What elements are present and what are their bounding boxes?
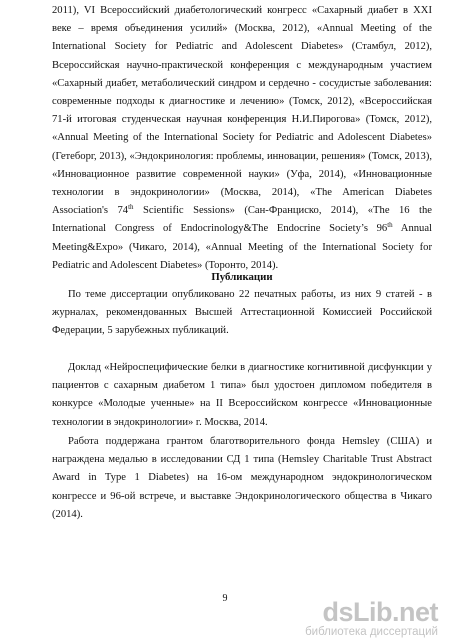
watermark-logo-main: dsLib <box>322 597 392 627</box>
watermark-logo <box>305 599 438 626</box>
intro-text-b: Scientific Sessions» (Сан-Франциско, 2014), «The 16 the International Congress of Endocrinology&The Endocrine Society’s 96 <box>52 205 432 235</box>
superscript-th-1: th <box>128 203 134 212</box>
publications-paragraph: По теме диссертации опубликовано 22 печатных работы, из них 9 статей - в журналах, рекомендованных Высшей Аттестационной Комиссией Российской Федерации, 5 зарубежных публикаций. <box>52 289 432 337</box>
watermark-logo-tld: net <box>399 597 438 627</box>
intro-paragraph <box>52 2 432 275</box>
watermark-subtitle: библиотека диссертаций <box>305 626 438 638</box>
intro-text-c: Annual Meeting&Expo» (Чикаго, 2014), «Annual Meeting of the International Society for Pediatric and Adolescent Diabetes» (Торонто, 2014). <box>52 223 432 271</box>
intro-text-a: 2011), VI Всероссийский диабетологический конгресс «Сахарный диабет в XXI веке – время объединения усилий» (Москва, 2012), «Annual Meeting of the International Society for Pediatric and Adolescent Diabetes» (Стамбул, 2012), Всероссийская научно-практической конференция с международным участием «Сахарный диабет, метаболический синдром и сердечно - сосудистые заболевания: современные подходы к диагностике и лечению» (Томск, 2012), «Всероссийская 71-й итоговая студенческая научная конференция Н.И.Пирогова» (Томск, 2012), «Annual Meeting of the International Society for Pediatric and Adolescent Diabetes» (Гетеборг, 2013), «Эндокринология: проблемы, инновации, решения» (Томск, 2013), «Инновационное развитие современной науки» (Уфа, 2014), «Инновационные технологии в эндокринологии» (Москва, 2014), «The American Diabetes Association's 74 <box>52 5 432 217</box>
watermark-logo-dot: . <box>391 597 399 627</box>
section-heading: Публикации <box>211 271 273 283</box>
superscript-th-2: th <box>387 221 393 230</box>
page-number: 9 <box>222 593 228 604</box>
report-paragraph: Доклад «Нейроспецифические белки в диагностике когнитивной дисфункции у пациентов с сахарным диабетом 1 типа» был удостоен дипломом победителя в конкурсе «Молодые ученные» на II Всероссийском конгрессе «Инновационные технологии в эндокринологии» г. Москва, 2014. <box>52 362 432 428</box>
watermark <box>305 599 438 639</box>
grant-paragraph: Работа поддержана грантом благотворительного фонда Hemsley (США) и награждена медалью в исследовании СД 1 типа (Hemsley Charitable Trust Abstract Award in Type 1 Diabetes) на 16-ом международном эндокринологическом конгрессе и 96-ой встрече, и выставке Эндокринологического общества в Чикаго (2014). <box>52 436 432 520</box>
